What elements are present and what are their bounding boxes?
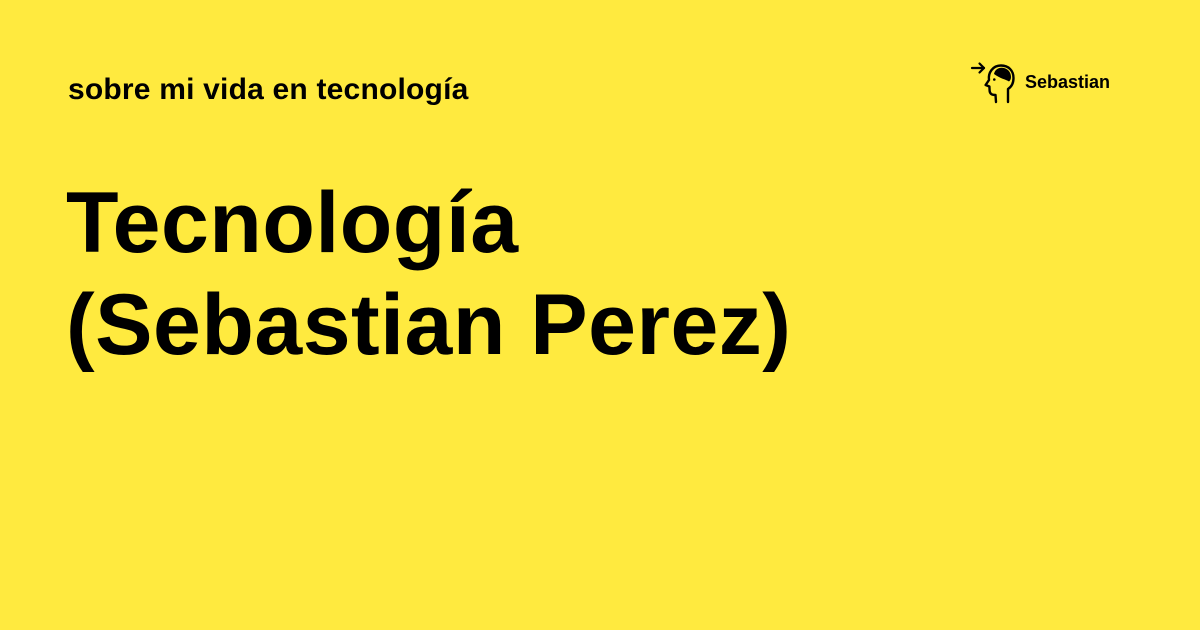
page-title-line-2: (Sebastian Perez) (66, 277, 792, 373)
brand-name: Sebastian (1025, 72, 1111, 92)
brand-badge[interactable] (970, 58, 1110, 106)
page-subtitle: sobre mi vida en tecnología (68, 73, 469, 106)
page-title (66, 172, 1126, 376)
head-arrow-icon (970, 58, 1022, 106)
page-title-line-1: Tecnología (66, 175, 519, 271)
